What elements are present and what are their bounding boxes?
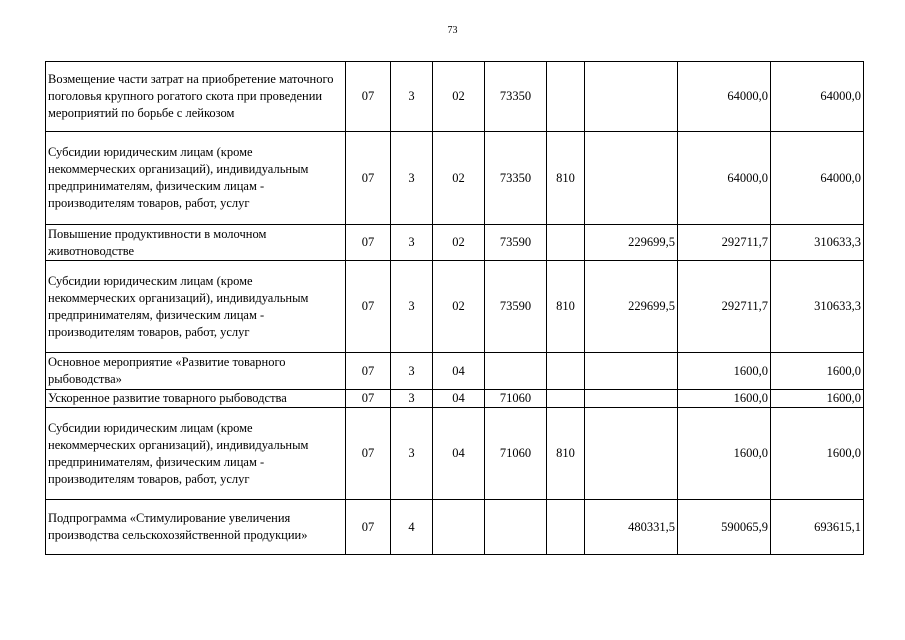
gp-code: 07 — [346, 500, 391, 555]
amount-year1 — [585, 390, 678, 408]
amount-year1: 229699,5 — [585, 261, 678, 353]
pp-code: 3 — [391, 62, 433, 132]
amount-year3: 64000,0 — [771, 132, 864, 225]
table-row — [46, 225, 864, 261]
om-code: 04 — [433, 353, 485, 390]
direction-code: 71060 — [485, 408, 547, 500]
amount-year1: 229699,5 — [585, 225, 678, 261]
amount-year2: 292711,7 — [678, 261, 771, 353]
pp-code: 3 — [391, 390, 433, 408]
table-row — [46, 132, 864, 225]
om-code: 04 — [433, 390, 485, 408]
expense-type-code — [547, 390, 585, 408]
pp-code: 3 — [391, 353, 433, 390]
budget-table — [45, 61, 864, 555]
amount-year3: 1600,0 — [771, 353, 864, 390]
row-name: Субсидии юридическим лицам (кроме некоммерческих организаций), индивидуальным предпринимателям, физическим лицам - производителям товаров, работ, услуг — [46, 261, 346, 353]
pp-code: 3 — [391, 132, 433, 225]
om-code: 02 — [433, 261, 485, 353]
om-code: 04 — [433, 408, 485, 500]
row-name: Повышение продуктивности в молочном животноводстве — [46, 225, 346, 261]
amount-year3: 310633,3 — [771, 225, 864, 261]
expense-type-code — [547, 225, 585, 261]
amount-year3: 64000,0 — [771, 62, 864, 132]
amount-year3: 1600,0 — [771, 390, 864, 408]
expense-type-code — [547, 500, 585, 555]
table-row — [46, 500, 864, 555]
gp-code: 07 — [346, 390, 391, 408]
gp-code: 07 — [346, 225, 391, 261]
page-number: 73 — [447, 25, 458, 36]
expense-type-code: 810 — [547, 132, 585, 225]
direction-code: 73350 — [485, 62, 547, 132]
gp-code: 07 — [346, 62, 391, 132]
expense-type-code — [547, 353, 585, 390]
direction-code — [485, 353, 547, 390]
amount-year1: 480331,5 — [585, 500, 678, 555]
row-name: Возмещение части затрат на приобретение маточного поголовья крупного рогатого скота при проведении мероприятий по борьбе с лейкозом — [46, 62, 346, 132]
row-name: Субсидии юридическим лицам (кроме некоммерческих организаций), индивидуальным предпринимателям, физическим лицам - производителям товаров, работ, услуг — [46, 132, 346, 225]
amount-year2: 590065,9 — [678, 500, 771, 555]
pp-code: 4 — [391, 500, 433, 555]
amount-year2: 64000,0 — [678, 62, 771, 132]
table-row — [46, 62, 864, 132]
table-row — [46, 353, 864, 390]
expense-type-code — [547, 62, 585, 132]
row-name: Ускоренное развитие товарного рыбоводства — [46, 390, 346, 408]
amount-year3: 1600,0 — [771, 408, 864, 500]
amount-year2: 1600,0 — [678, 390, 771, 408]
row-name: Субсидии юридическим лицам (кроме некоммерческих организаций), индивидуальным предпринимателям, физическим лицам - производителям товаров, работ, услуг — [46, 408, 346, 500]
amount-year1 — [585, 353, 678, 390]
gp-code: 07 — [346, 408, 391, 500]
gp-code: 07 — [346, 132, 391, 225]
amount-year3: 310633,3 — [771, 261, 864, 353]
om-code: 02 — [433, 225, 485, 261]
direction-code: 71060 — [485, 390, 547, 408]
amount-year2: 292711,7 — [678, 225, 771, 261]
amount-year2: 1600,0 — [678, 353, 771, 390]
gp-code: 07 — [346, 353, 391, 390]
direction-code: 73350 — [485, 132, 547, 225]
row-name: Подпрограмма «Стимулирование увеличения производства сельскохозяйственной продукции» — [46, 500, 346, 555]
amount-year2: 1600,0 — [678, 408, 771, 500]
row-name: Основное мероприятие «Развитие товарного рыбоводства» — [46, 353, 346, 390]
expense-type-code: 810 — [547, 261, 585, 353]
pp-code: 3 — [391, 261, 433, 353]
table-row — [46, 261, 864, 353]
pp-code: 3 — [391, 225, 433, 261]
table-row — [46, 408, 864, 500]
direction-code: 73590 — [485, 225, 547, 261]
direction-code: 73590 — [485, 261, 547, 353]
amount-year2: 64000,0 — [678, 132, 771, 225]
om-code: 02 — [433, 132, 485, 225]
direction-code — [485, 500, 547, 555]
amount-year1 — [585, 408, 678, 500]
pp-code: 3 — [391, 408, 433, 500]
amount-year1 — [585, 62, 678, 132]
om-code — [433, 500, 485, 555]
table-row — [46, 390, 864, 408]
amount-year3: 693615,1 — [771, 500, 864, 555]
om-code: 02 — [433, 62, 485, 132]
gp-code: 07 — [346, 261, 391, 353]
amount-year1 — [585, 132, 678, 225]
expense-type-code: 810 — [547, 408, 585, 500]
